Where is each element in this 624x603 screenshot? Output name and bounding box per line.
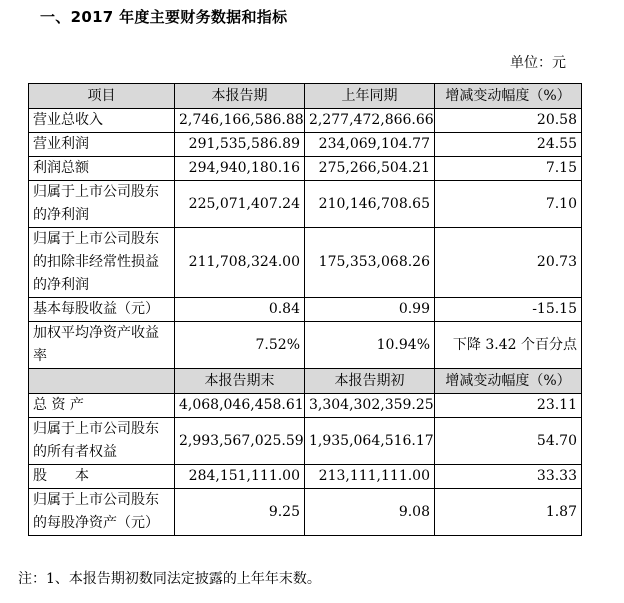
table-row [29, 394, 582, 418]
table-row [29, 298, 582, 322]
row-prior-value: 275,266,504.21 [305, 157, 435, 181]
financial-table [28, 83, 582, 536]
unit-label: 单位：元 [510, 55, 566, 71]
row-change-value: 7.10 [435, 181, 582, 228]
row-change-value: -15.15 [435, 298, 582, 322]
row-prior-value: 10.94% [305, 322, 435, 369]
row-current-value: 225,071,407.24 [175, 181, 305, 228]
table-row [29, 418, 582, 465]
row-change-value: 23.11 [435, 394, 582, 418]
row-label: 营业利润 [29, 133, 175, 157]
subheader-blank [29, 369, 175, 394]
row-current-value: 4,068,046,458.61 [175, 394, 305, 418]
row-change-value: 下降 3.42 个百分点 [435, 322, 582, 369]
header-prior: 上年同期 [305, 84, 435, 109]
row-current-value: 211,708,324.00 [175, 228, 305, 298]
table-row [29, 133, 582, 157]
row-label: 基本每股收益（元） [29, 298, 175, 322]
row-label: 归属于上市公司股东的每股净资产（元） [29, 489, 175, 536]
table-subheader-row [29, 369, 582, 394]
row-current-value: 294,940,180.16 [175, 157, 305, 181]
subheader-prior: 本报告期初 [305, 369, 435, 394]
row-prior-value: 234,069,104.77 [305, 133, 435, 157]
row-label: 加权平均净资产收益率 [29, 322, 175, 369]
section-title: 一、2017 年度主要财务数据和指标 [40, 8, 288, 26]
row-prior-value: 1,935,064,516.17 [305, 418, 435, 465]
row-label: 归属于上市公司股东的净利润 [29, 181, 175, 228]
row-current-value: 291,535,586.89 [175, 133, 305, 157]
table-row [29, 181, 582, 228]
row-change-value: 33.33 [435, 465, 582, 489]
row-change-value: 20.58 [435, 109, 582, 133]
row-current-value: 9.25 [175, 489, 305, 536]
row-current-value: 2,993,567,025.59 [175, 418, 305, 465]
row-change-value: 7.15 [435, 157, 582, 181]
row-prior-value: 2,277,472,866.66 [305, 109, 435, 133]
subheader-current: 本报告期末 [175, 369, 305, 394]
header-change: 增减变动幅度（%） [435, 84, 582, 109]
footnote: 注：1、本报告期初数同法定披露的上年年末数。 [18, 571, 321, 587]
row-change-value: 24.55 [435, 133, 582, 157]
row-label: 利润总额 [29, 157, 175, 181]
row-label: 营业总收入 [29, 109, 175, 133]
row-change-value: 54.70 [435, 418, 582, 465]
table-row [29, 489, 582, 536]
row-label: 股 本 [29, 465, 175, 489]
row-label: 归属于上市公司股东的所有者权益 [29, 418, 175, 465]
row-current-value: 7.52% [175, 322, 305, 369]
row-prior-value: 9.08 [305, 489, 435, 536]
row-prior-value: 3,304,302,359.25 [305, 394, 435, 418]
row-current-value: 284,151,111.00 [175, 465, 305, 489]
row-current-value: 2,746,166,586.88 [175, 109, 305, 133]
row-change-value: 20.73 [435, 228, 582, 298]
table-row [29, 228, 582, 298]
row-label: 归属于上市公司股东的扣除非经常性损益的净利润 [29, 228, 175, 298]
table-row [29, 322, 582, 369]
table-header-row [29, 84, 582, 109]
row-prior-value: 175,353,068.26 [305, 228, 435, 298]
table-row [29, 465, 582, 489]
row-change-value: 1.87 [435, 489, 582, 536]
row-current-value: 0.84 [175, 298, 305, 322]
row-prior-value: 0.99 [305, 298, 435, 322]
subheader-change: 增减变动幅度（%） [435, 369, 582, 394]
row-prior-value: 213,111,111.00 [305, 465, 435, 489]
header-item: 项目 [29, 84, 175, 109]
table-row [29, 109, 582, 133]
row-prior-value: 210,146,708.65 [305, 181, 435, 228]
row-label: 总 资 产 [29, 394, 175, 418]
table-row [29, 157, 582, 181]
header-current: 本报告期 [175, 84, 305, 109]
